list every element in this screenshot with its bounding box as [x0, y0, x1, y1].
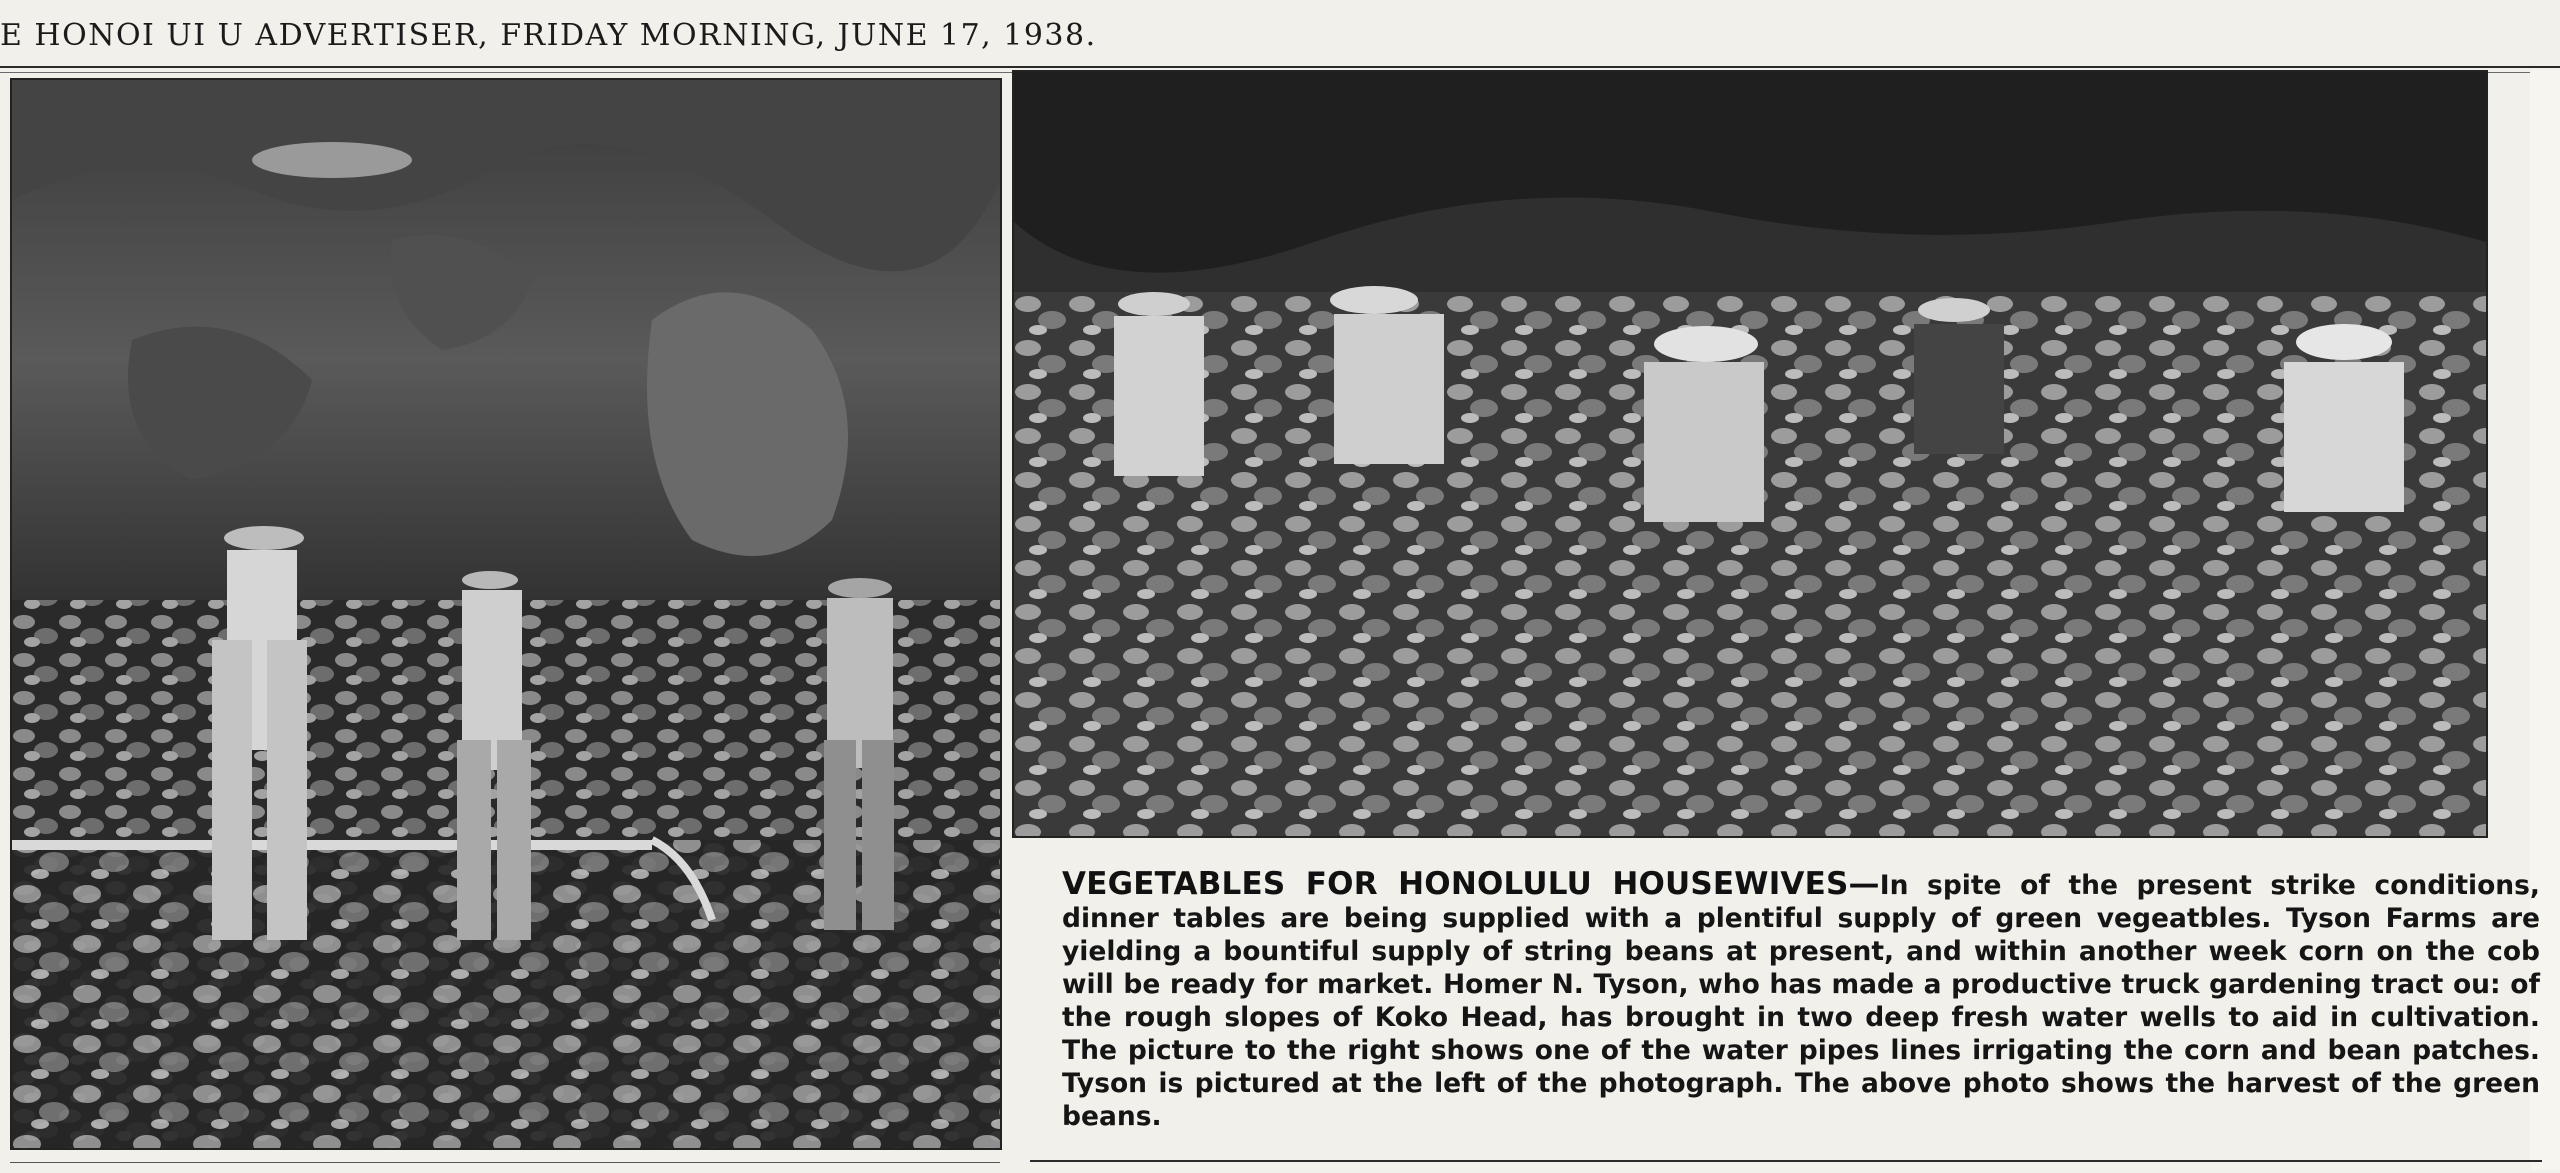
masthead-rule — [0, 66, 2560, 68]
caption-bottom-rule — [1030, 1160, 2542, 1162]
photo-caption — [1062, 868, 2540, 1133]
caption-headline: VEGETABLES FOR HONOLULU HOUSEWIVES — [1062, 866, 1849, 902]
right-photo-image — [1014, 72, 2486, 836]
newspaper-masthead: E HONOI UI U ADVERTISER, FRIDAY MORNING, JUNE 17, 1938. — [0, 18, 1097, 53]
left-photo-corn-field — [10, 78, 1002, 1150]
caption-dash: — — [1848, 866, 1880, 902]
left-photo-bottom-rule — [10, 1162, 1000, 1163]
caption-body: In spite of the present strike conditions, dinner tables are being supplied with a plentiful supply of green vegeatbles. Tyson Farms are yielding a bountiful supply of string beans at present, and within another week corn on the cob will be ready for market. Homer N. Tyson, who has made a productive truck gardening tract ou: of the rough slopes of Koko Head, has brought in two deep fresh water wells to aid in cultivation. The picture to the right shows one of the water pipes lines irrigating the corn and bean patches. Tyson is pictured at the left of the photograph. The above photo shows the harvest of the green beans. — [1062, 870, 2540, 1132]
right-photo-bean-harvest — [1012, 70, 2488, 838]
left-photo-image — [12, 80, 1000, 1148]
